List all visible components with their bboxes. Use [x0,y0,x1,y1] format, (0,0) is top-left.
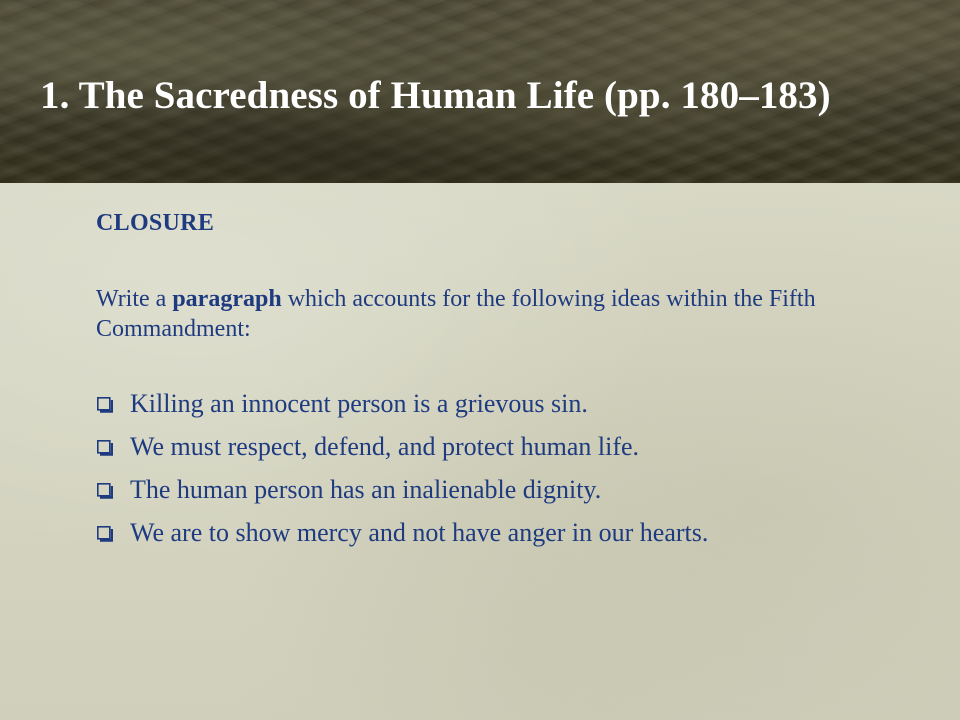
bullet-text: We must respect, defend, and protect human life. [130,432,640,461]
bullet-text: Killing an innocent person is a grievous sin. [130,389,588,418]
title-band [0,0,960,183]
checkbox-icon [97,526,113,542]
list-item [96,388,916,419]
intro-text-end: which accounts for the following ideas within the Fifth Commandment: [96,286,816,342]
list-item [96,431,916,462]
list-item [96,517,916,548]
slide-content [96,207,916,560]
list-item [96,474,916,505]
bullet-list [96,388,916,548]
slide-title: 1. The Sacredness of Human Life (pp. 180–183) [40,74,831,117]
intro-paragraph [96,284,916,344]
checkbox-icon [97,397,113,413]
section-heading: CLOSURE [96,210,215,236]
intro-emphasis: paragraph [172,286,282,312]
checkbox-icon [97,483,113,499]
checkbox-icon [97,440,113,456]
bullet-text: The human person has an inalienable dignity. [130,475,602,504]
bullet-text: We are to show mercy and not have anger in our hearts. [130,518,709,547]
intro-text-start: Write a [96,286,173,312]
